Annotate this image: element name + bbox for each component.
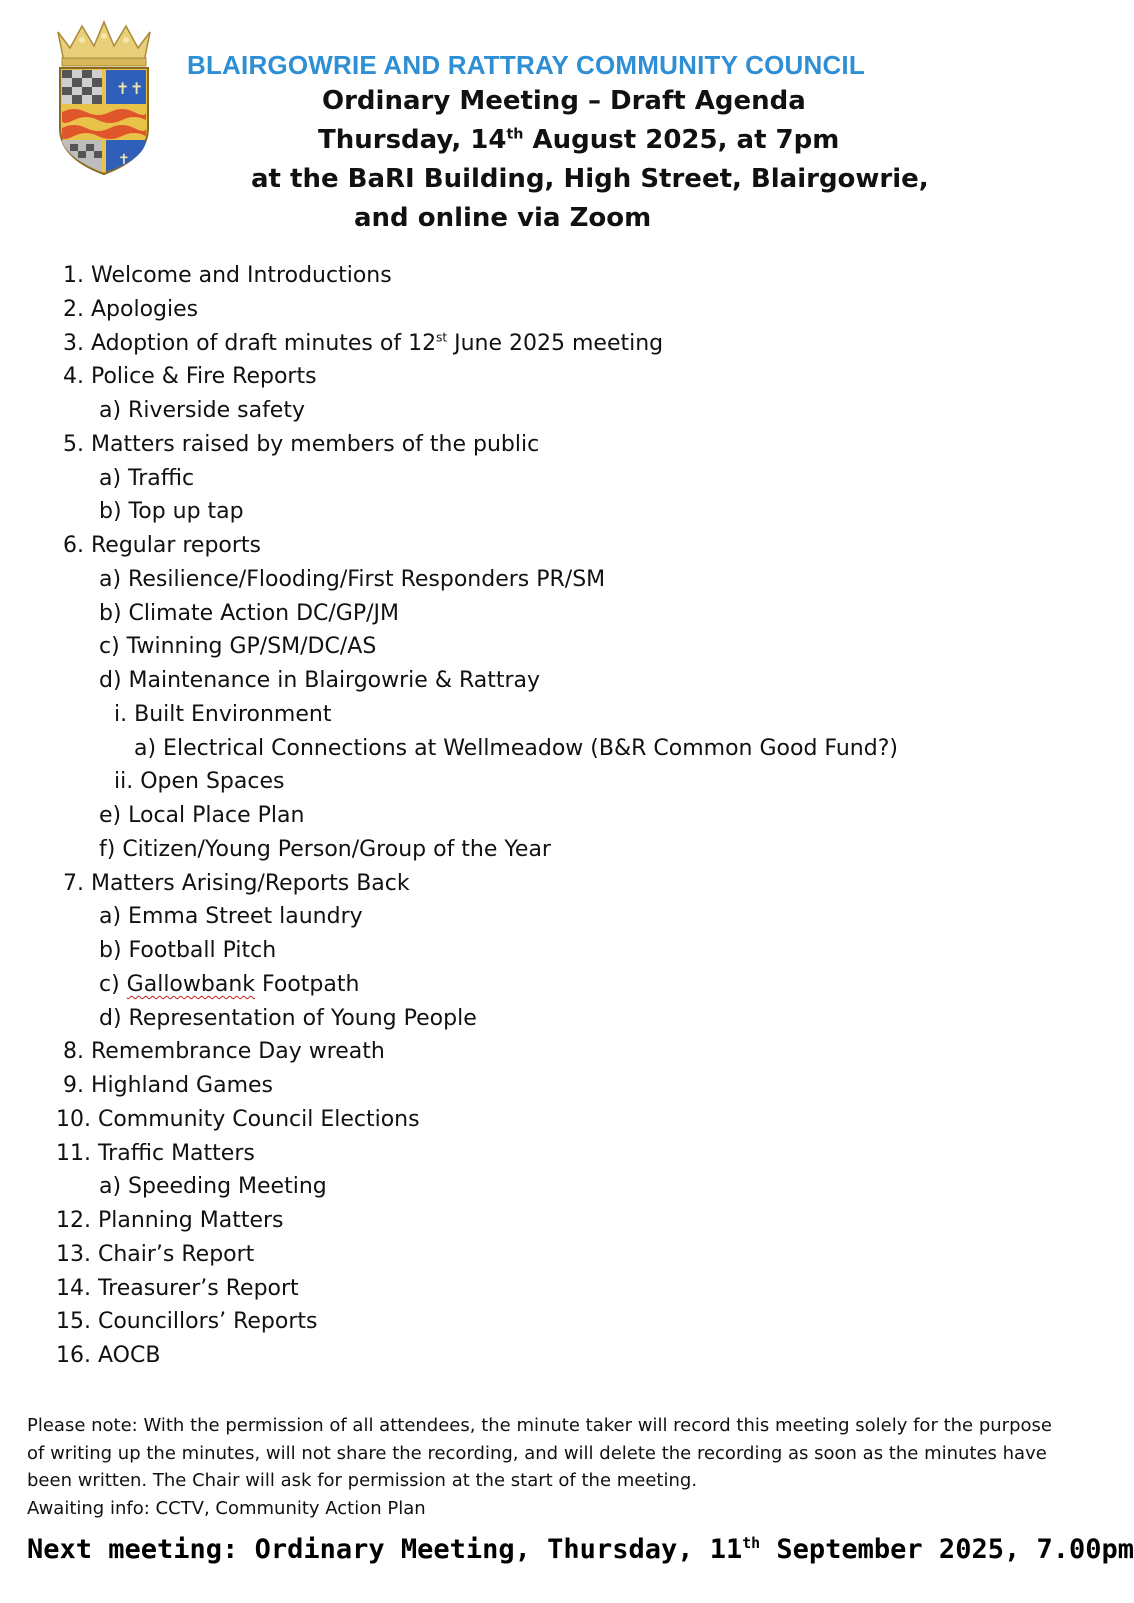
agenda-subsubitem: i. Built Environment (114, 701, 332, 727)
agenda-item: 14. Treasurer’s Report (56, 1275, 299, 1301)
crown-icon (58, 22, 150, 66)
agenda-item-text: 3. Adoption of draft minutes of 12 (63, 330, 437, 356)
agenda-item: 4. Police & Fire Reports (63, 364, 317, 390)
agenda-item-sup: st (436, 330, 448, 345)
meeting-title: Ordinary Meeting – Draft Agenda (322, 86, 806, 116)
agenda-item: 10. Community Council Elections (56, 1106, 420, 1132)
agenda-item: 1. Welcome and Introductions (63, 263, 392, 288)
agenda-subitem: e) Local Place Plan (99, 803, 305, 828)
agenda-item: 9. Highland Games (63, 1073, 273, 1098)
next-meeting-text: September 2025, 7.00pm (760, 1534, 1134, 1565)
agenda-item: 7. Matters Arising/Reports Back (63, 870, 410, 896)
agenda-item: 11. Traffic Matters (56, 1140, 255, 1166)
meeting-date-suffix: th (506, 126, 524, 143)
svg-text:✝: ✝ (116, 79, 130, 98)
agenda-subitem: f) Citizen/Young Person/Group of the Year (99, 836, 551, 862)
meeting-date-rest: August 2025, at 7pm (523, 125, 840, 155)
svg-text:✝: ✝ (118, 152, 130, 168)
svg-text:✝: ✝ (130, 79, 144, 98)
recording-note (27, 1412, 1067, 1522)
agenda-item-text: c) (99, 971, 127, 997)
agenda-item: 15. Councillors’ Reports (56, 1309, 318, 1335)
recording-note-text: Please note: With the permission of all attendees, the minute taker will record this meeting solely for the purpose of writing up the minutes, will not share the recording, and will delete the recording as soon as the minutes have been written. The Chair will ask for permission at the start of the meeting. (27, 1415, 1052, 1491)
agenda-subitem: d) Maintenance in Blairgowrie & Rattray (99, 668, 541, 693)
agenda-subitem: b) Top up tap (99, 499, 244, 525)
agenda-subitem: a) Speeding Meeting (99, 1174, 327, 1200)
meeting-venue: at the BaRI Building, High Street, Blairgowrie, (251, 164, 929, 194)
agenda-subitem: a) Emma Street laundry (99, 904, 363, 930)
meeting-date-day: Thursday, 14 (318, 125, 507, 155)
council-name: BLAIRGOWRIE AND RATTRAY COMMUNITY COUNCIL (187, 50, 865, 80)
agenda-subitem: b) Football Pitch (99, 938, 277, 963)
meeting-online: and online via Zoom (354, 203, 652, 233)
agenda-item: 6. Regular reports (63, 533, 262, 558)
meeting-date (318, 125, 839, 155)
agenda-subitem: c) Twinning GP/SM/DC/AS (99, 634, 377, 660)
agenda-item (0, 327, 1084, 361)
agenda-subsubsubitem: a) Electrical Connections at Wellmeadow (B&R Common Good Fund?) (134, 735, 898, 761)
agenda-item: 13. Chair’s Report (56, 1241, 255, 1267)
spellcheck-word: Gallowbank (126, 971, 256, 997)
agenda-subitem (0, 968, 1084, 1002)
agenda-subitem: d) Representation of Young People (99, 1005, 477, 1031)
agenda-subsubitem: ii. Open Spaces (114, 769, 285, 795)
agenda-subitem: a) Resilience/Flooding/First Responders PR/SM (99, 566, 606, 592)
agenda-item: 2. Apologies (63, 296, 199, 322)
agenda-item: 12. Planning Matters (56, 1208, 284, 1233)
council-crest-icon (40, 18, 168, 178)
agenda-item: 8. Remembrance Day wreath (63, 1039, 385, 1065)
awaiting-info: Awaiting info: CCTV, Community Action Plan (27, 1497, 426, 1519)
agenda-subitem: a) Riverside safety (99, 398, 305, 423)
agenda-item: 16. AOCB (56, 1343, 161, 1368)
agenda-subitem: b) Climate Action DC/GP/JM (99, 600, 399, 626)
agenda-list (0, 259, 1084, 1373)
agenda-item: 5. Matters raised by members of the public (63, 431, 540, 457)
agenda-item-text: June 2025 meeting (447, 330, 664, 356)
agenda-item-text: Footpath (255, 971, 360, 997)
next-meeting (27, 1534, 1134, 1565)
next-meeting-sup: th (742, 1534, 761, 1552)
next-meeting-text: Next meeting: Ordinary Meeting, Thursday, 11 (27, 1534, 743, 1565)
agenda-subitem: a) Traffic (99, 465, 195, 491)
